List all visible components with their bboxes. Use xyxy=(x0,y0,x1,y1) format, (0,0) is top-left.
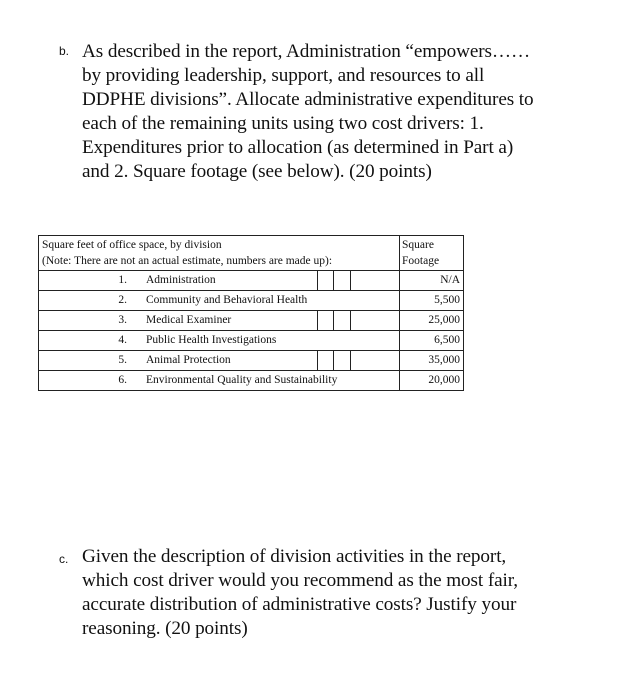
col-header-line: Footage xyxy=(402,255,440,267)
table-row xyxy=(38,370,464,391)
row-number: 2. xyxy=(118,294,127,306)
question-b-line: and 2. Square footage (see below). (20 points) xyxy=(82,161,432,182)
empty-cell xyxy=(350,311,366,330)
question-c-line: accurate distribution of administrative costs? Justify your xyxy=(82,594,517,615)
table-caption-note: (Note: There are not an actual estimate, numbers are made up): xyxy=(42,255,333,267)
question-c-text xyxy=(82,545,559,641)
question-b-line: As described in the report, Administration “empowers…… xyxy=(82,41,531,62)
question-b-line: by providing leadership, support, and resources to all xyxy=(82,65,485,86)
question-b xyxy=(59,40,599,184)
empty-cell xyxy=(317,271,334,290)
row-number: 4. xyxy=(118,334,127,346)
square-footage-value: 6,500 xyxy=(399,331,463,350)
col-header-line: Square xyxy=(402,239,434,251)
table-row xyxy=(38,290,464,310)
table-row xyxy=(38,350,464,370)
square-footage-column-header xyxy=(399,236,463,270)
division-name: Medical Examiner xyxy=(146,314,232,326)
division-name: Animal Protection xyxy=(146,354,231,366)
empty-cell xyxy=(350,271,366,290)
square-footage-table xyxy=(38,235,464,391)
question-c xyxy=(59,545,559,641)
row-number: 3. xyxy=(118,314,127,326)
division-name: Administration xyxy=(146,274,216,286)
table-header xyxy=(38,235,464,270)
table-caption-line: Square feet of office space, by division xyxy=(42,239,222,251)
division-name: Public Health Investigations xyxy=(146,334,277,346)
question-b-marker: b. xyxy=(59,44,70,58)
question-c-line: which cost driver would you recommend as the most fair, xyxy=(82,570,518,591)
table-row xyxy=(38,270,464,290)
table-row xyxy=(38,310,464,330)
empty-cell xyxy=(350,351,366,370)
question-c-line: Given the description of division activities in the report, xyxy=(82,546,507,567)
question-c-line: reasoning. (20 points) xyxy=(82,618,248,639)
square-footage-value: N/A xyxy=(399,271,463,290)
question-b-line: DDPHE divisions”. Allocate administrative expenditures to xyxy=(82,89,534,110)
division-name: Community and Behavioral Health xyxy=(146,294,308,306)
division-name: Environmental Quality and Sustainability xyxy=(146,374,338,386)
square-footage-value: 35,000 xyxy=(399,351,463,370)
square-footage-value: 25,000 xyxy=(399,311,463,330)
question-b-line: each of the remaining units using two cost drivers: 1. xyxy=(82,113,484,134)
row-number: 5. xyxy=(118,354,127,366)
row-number: 6. xyxy=(118,374,127,386)
square-footage-value: 5,500 xyxy=(399,291,463,310)
empty-cell xyxy=(317,351,334,370)
square-footage-value: 20,000 xyxy=(399,371,463,390)
question-c-marker: c. xyxy=(59,552,69,566)
question-b-text xyxy=(82,40,599,184)
table-row xyxy=(38,330,464,350)
row-number: 1. xyxy=(118,274,127,286)
table-caption xyxy=(42,237,332,269)
question-b-line: Expenditures prior to allocation (as determined in Part a) xyxy=(82,137,514,158)
empty-cell xyxy=(317,311,334,330)
